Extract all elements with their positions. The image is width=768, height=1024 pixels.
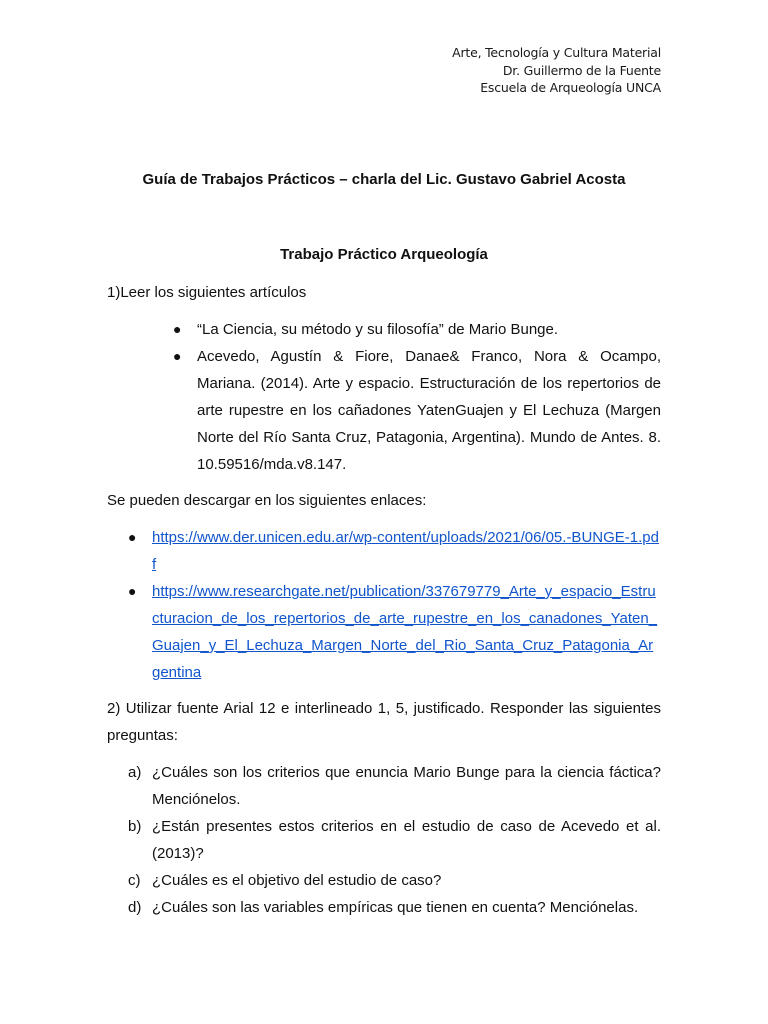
question-text: ¿Cuáles son los criterios que enuncia Mario Bunge para la ciencia fáctica? Menciónelos. xyxy=(152,764,661,808)
header-course: Arte, Tecnología y Cultura Material xyxy=(452,45,661,60)
question-marker: c) xyxy=(128,872,141,889)
question-text: ¿Cuáles son las variables empíricas que tienen en cuenta? Menciónelas. xyxy=(152,899,639,916)
list-item xyxy=(107,316,661,343)
links-list xyxy=(107,524,661,686)
researchgate-article-link[interactable]: https://www.researchgate.net/publication/337679779_Arte_y_espacio_Estructuracion_de_los_repertorios_de_arte_rupestre_en_los_canadones_Yaten_Guajen_y_El_Lechuza_Margen_Norte_del_Rio_Santa_Cruz_Patagonia_Argentina xyxy=(152,583,658,681)
document-title: Guía de Trabajos Prácticos – charla del Lic. Gustavo Gabriel Acosta xyxy=(142,171,626,188)
list-item xyxy=(107,894,661,921)
list-item xyxy=(107,759,661,813)
document-subtitle: Trabajo Práctico Arqueología xyxy=(280,246,488,263)
bullet-icon: ● xyxy=(128,529,137,545)
section2-heading: 2) Utilizar fuente Arial 12 e interlineado 1, 5, justificado. Responder las siguientes preguntas: xyxy=(107,700,661,744)
bullet-icon: ● xyxy=(128,583,137,599)
articles-list xyxy=(107,316,661,478)
links-intro: Se pueden descargar en los siguientes enlaces: xyxy=(107,492,427,509)
list-item xyxy=(107,524,661,578)
question-text: ¿Cuáles es el objetivo del estudio de caso? xyxy=(152,872,442,889)
section1-heading: 1)Leer los siguientes artículos xyxy=(107,284,307,301)
header-school: Escuela de Arqueología UNCA xyxy=(480,80,661,95)
article-text: “La Ciencia, su método y su filosofía” de Mario Bunge. xyxy=(197,321,559,338)
bullet-icon: ● xyxy=(173,348,182,364)
bunge-article-link[interactable]: https://www.der.unicen.edu.ar/wp-content/uploads/2021/06/05.-BUNGE-1.pdf xyxy=(152,529,659,573)
questions-list xyxy=(107,759,661,921)
question-text: ¿Están presentes estos criterios en el estudio de caso de Acevedo et al. (2013)? xyxy=(152,818,661,862)
bullet-icon: ● xyxy=(173,321,182,337)
question-marker: b) xyxy=(128,818,142,835)
question-marker: a) xyxy=(128,764,142,781)
document-header xyxy=(452,44,661,97)
header-professor: Dr. Guillermo de la Fuente xyxy=(502,62,661,78)
list-item xyxy=(107,813,661,867)
list-item xyxy=(107,867,661,894)
article-text: Acevedo, Agustín & Fiore, Danae& Franco, Nora & Ocampo, Mariana. (2014). Arte y espacio. Estructuración de los repertorios de arte rupestre en los cañadones YatenGuajen y El Lechuza (Margen Norte del Río Santa Cruz, Patagonia, Argentina). Mundo de Antes. 8. 10.59516/mda.v8.147. xyxy=(197,348,661,473)
list-item xyxy=(107,578,661,686)
question-marker: d) xyxy=(128,899,142,916)
list-item xyxy=(107,343,661,478)
